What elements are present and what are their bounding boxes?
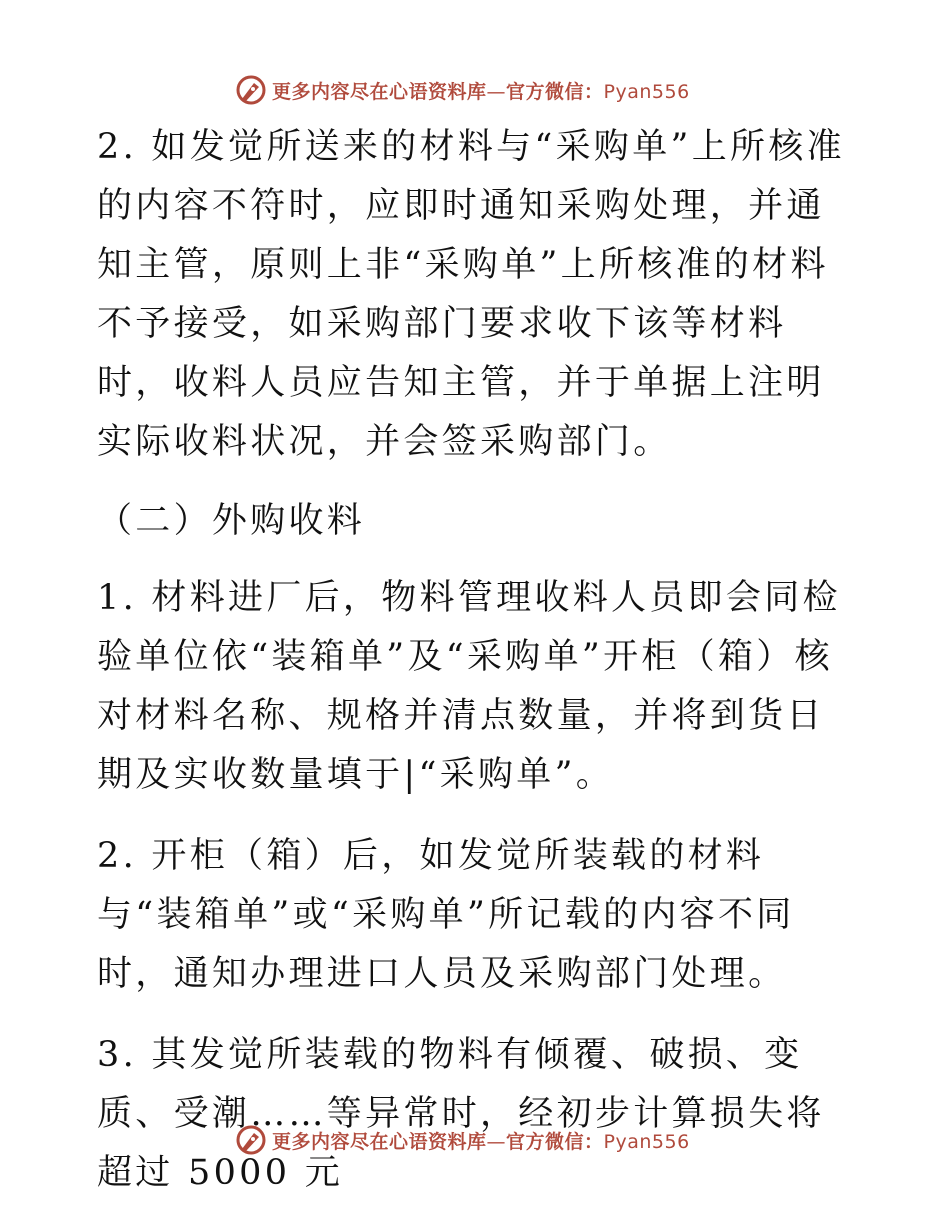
watermark-account: Pyan556 [603,80,690,103]
watermark-text: 更多内容尽在心语资料库 [272,1130,487,1153]
footer-watermark [234,1122,690,1158]
paragraph-receiving-mismatch: 2. 如发觉所送来的材料与“采购单”上所核准的内容不符时，应即时通知采购处理，并通知主管，原则上非“采购单”上所核准的材料不予接受，如采购部门要求收下该等材料时，收料人员应告知主管，并于单据上注明实际收料状况，并会签采购部门。 [97,127,845,462]
watermark-text: 更多内容尽在心语资料库 [272,80,487,103]
pen-nib-circle-icon [234,1123,268,1157]
paragraph-damage-anomaly: 3. 其发觉所装载的物料有倾覆、破损、变质、受潮……等异常时，经初步计算损失将超过 5000 元 [97,1035,825,1193]
pen-nib-circle-icon [234,73,268,107]
watermark-label: 官方微信： [506,80,604,103]
watermark-label: 官方微信： [506,1130,604,1153]
section-heading-external-receiving: （二）外购收料 [97,501,366,541]
paragraph-container-discrepancy: 2. 开柜（箱）后，如发觉所装载的材料与“装箱单”或“采购单”所记载的内容不同时，通知办理进口人员及采购部门处理。 [97,836,795,994]
header-watermark [234,72,690,108]
document-body [97,118,857,1203]
watermark-dash: — [486,80,507,103]
watermark-dash: — [486,1130,507,1153]
watermark-account: Pyan556 [603,1130,690,1153]
paragraph-material-arrival: 1. 材料进厂后，物料管理收料人员即会同检验单位依“装箱单”及“采购单”开柜（箱）核对材料名称、规格并清点数量，并将到货日期及实收数量填于|“采购单”。 [97,578,841,795]
